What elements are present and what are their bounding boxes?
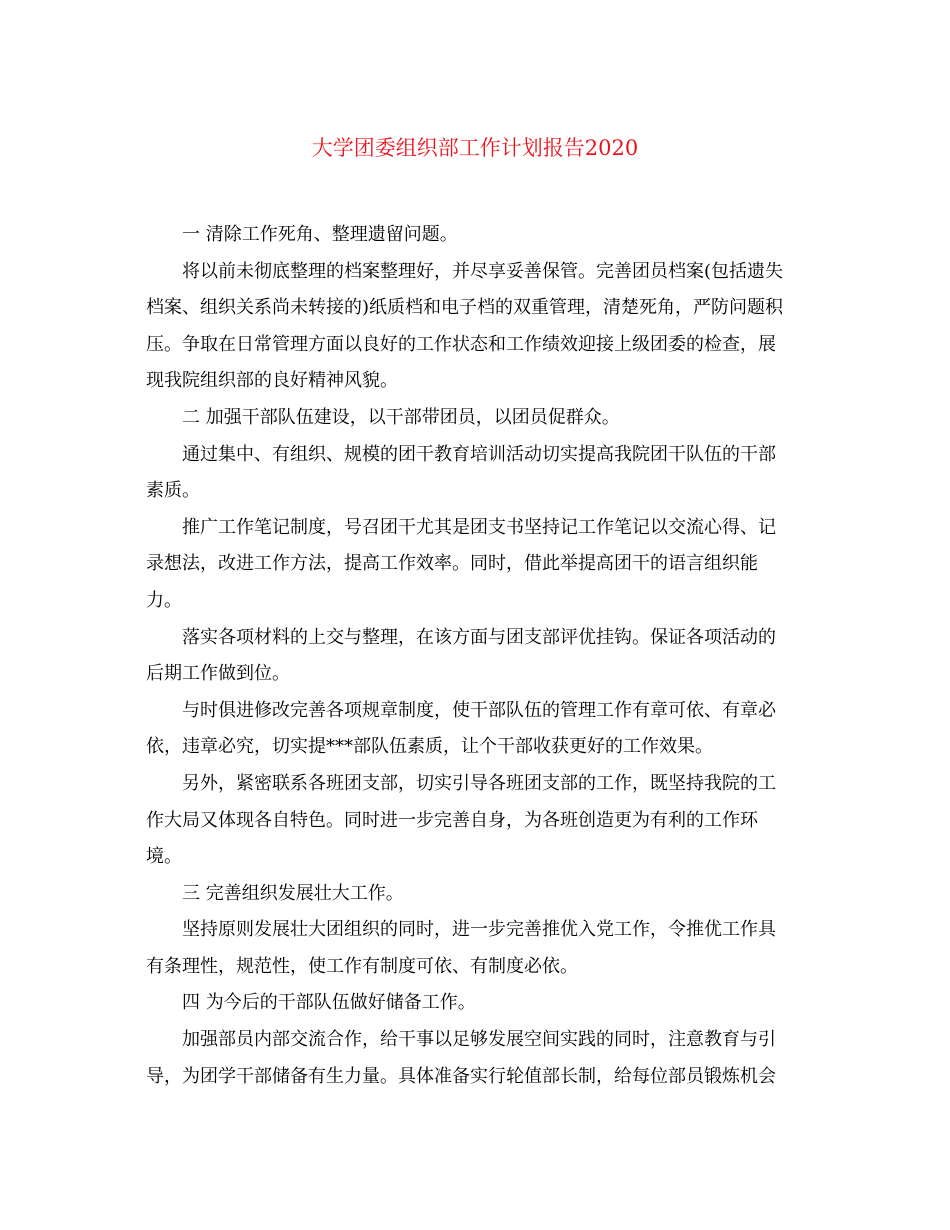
document-body [146, 217, 806, 1095]
text-line: 将以前未彻底整理的档案整理好，并尽享妥善保管。完善团员档案(包括遗失 [182, 260, 784, 282]
text-line: 导，为团学干部储备有生力量。具体准备实行轮值部长制，给每位部员锻炼机会 [146, 1065, 776, 1087]
text-line: 有条理性，规范性，使工作有制度可依、有制度必依。 [146, 955, 578, 977]
text-line: 通过集中、有组织、规模的团干教育培训活动切实提高我院团干队伍的干部 [182, 443, 776, 465]
text-line: 依，违章必究，切实提***部队伍素质，让个干部收获更好的工作效果。 [146, 736, 713, 758]
text-line: 坚持原则发展壮大团组织的同时，进一步完善推优入党工作，令推优工作具 [182, 919, 776, 941]
text-line: 与时俱进修改完善各项规章制度，使干部队伍的管理工作有章可依、有章必 [182, 699, 776, 721]
text-line: 四 为今后的干部队伍做好储备工作。 [182, 992, 476, 1014]
text-line: 三 完善组织发展壮大工作。 [182, 882, 404, 904]
document-title: 大学团委组织部工作计划报告2020 [311, 136, 639, 160]
text-line: 落实各项材料的上交与整理，在该方面与团支部评优挂钩。保证各项活动的 [182, 626, 776, 648]
text-line: 作大局又体现各自特色。同时进一步完善自身，为各班创造更为有利的工作环 [146, 809, 758, 831]
text-line: 力。 [146, 589, 182, 611]
text-line: 境。 [146, 846, 182, 868]
text-line: 加强部员内部交流合作，给干事以足够发展空间实践的同时，注意教育与引 [182, 1029, 776, 1051]
text-line: 后期工作做到位。 [146, 663, 290, 685]
text-line: 录想法，改进工作方法，提高工作效率。同时，借此举提高团干的语言组织能 [146, 553, 758, 575]
text-line: 现我院组织部的良好精神风貌。 [146, 370, 398, 392]
text-line: 一 清除工作死角、整理遗留问题。 [182, 224, 458, 245]
text-line: 另外，紧密联系各班团支部，切实引导各班团支部的工作，既坚持我院的工 [182, 772, 776, 794]
text-line: 推广工作笔记制度，号召团干尤其是团支书坚持记工作笔记以交流心得、记 [182, 516, 776, 538]
text-line: 压。争取在日常管理方面以良好的工作状态和工作绩效迎接上级团委的检查，展 [146, 333, 776, 355]
text-line: 素质。 [146, 480, 200, 502]
text-line: 档案、组织关系尚未转接的)纸质档和电子档的双重管理，清楚死角，严防问题积 [146, 297, 784, 319]
text-line: 二 加强干部队伍建设，以干部带团员，以团员促群众。 [182, 406, 620, 428]
